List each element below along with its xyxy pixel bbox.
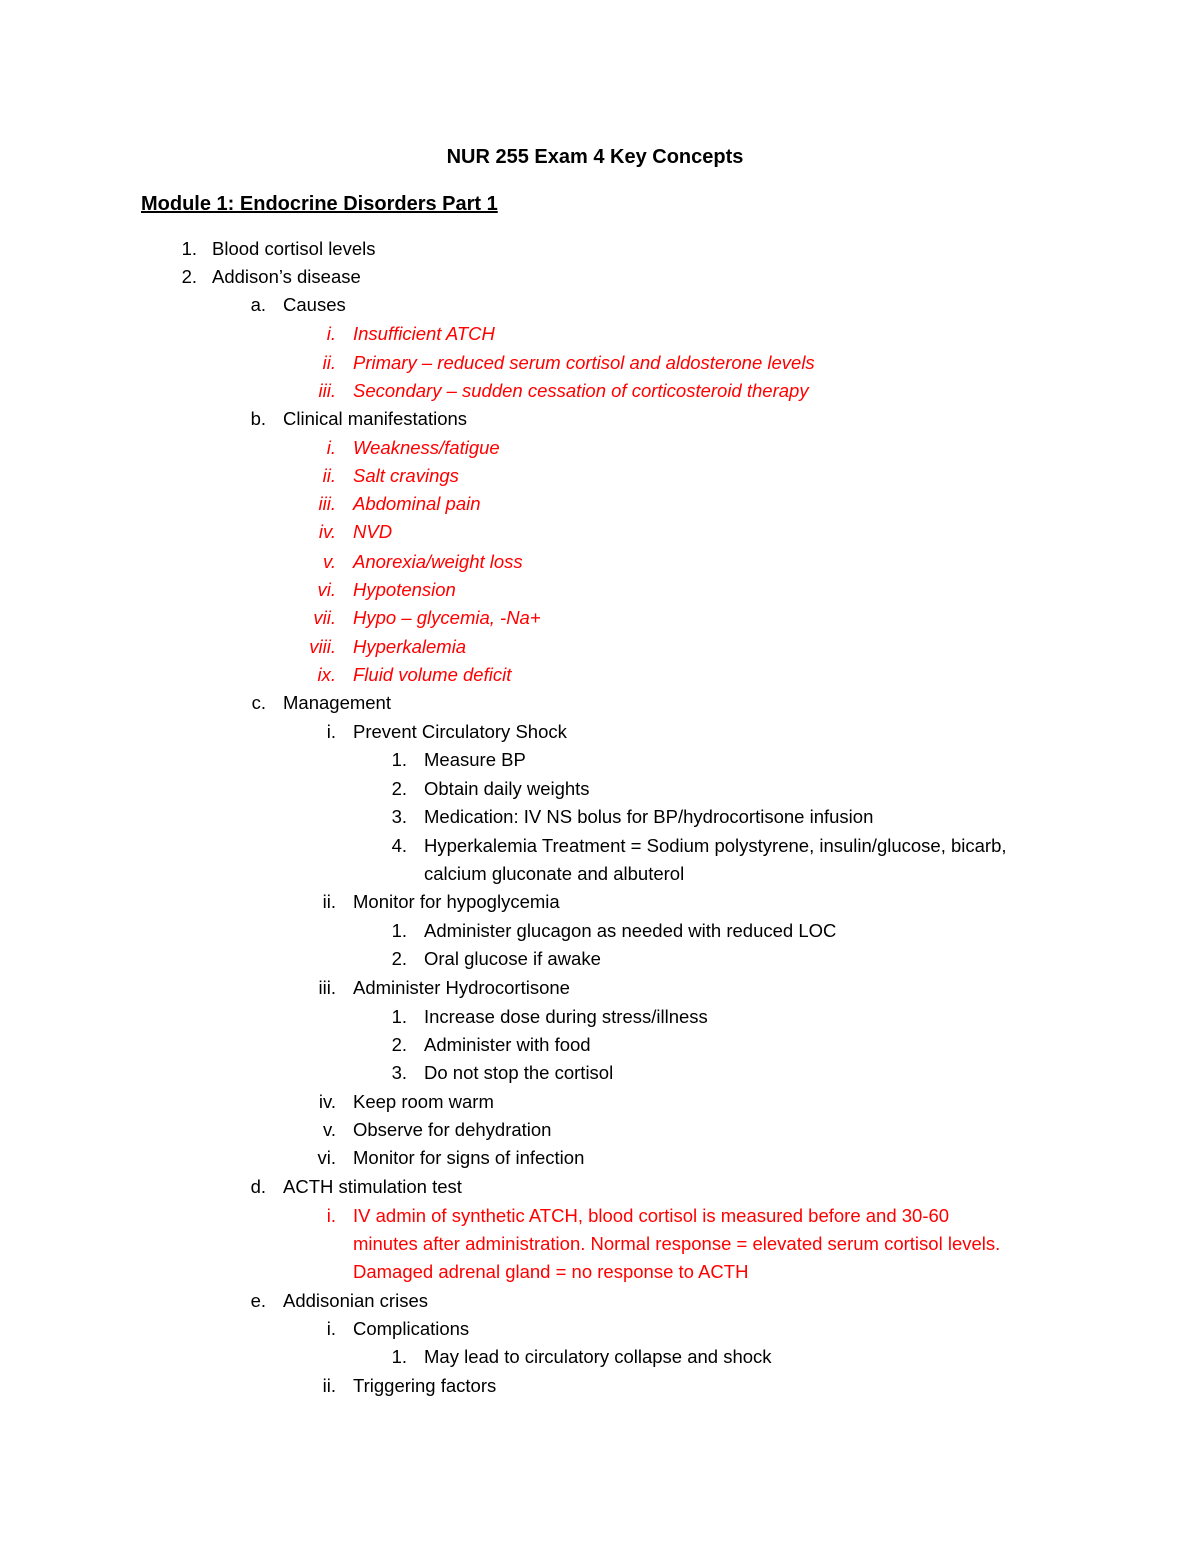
list-marker: 1.	[391, 1346, 407, 1367]
list-text: Administer Hydrocortisone	[353, 977, 570, 998]
list-text: Anorexia/weight loss	[353, 551, 523, 572]
list-marker: e.	[250, 1290, 266, 1311]
document-title: NUR 255 Exam 4 Key Concepts	[446, 146, 744, 168]
list-text: Abdominal pain	[353, 493, 481, 514]
list-text: Salt cravings	[353, 465, 459, 486]
list-text: minutes after administration. Normal response = elevated serum cortisol levels.	[353, 1233, 1001, 1254]
list-marker: 1.	[391, 749, 407, 770]
list-marker: iv.	[318, 1091, 336, 1112]
list-marker: viii.	[309, 636, 336, 657]
list-marker: 2.	[391, 948, 407, 969]
list-text: Primary – reduced serum cortisol and aldosterone levels	[353, 352, 815, 373]
list-text: calcium gluconate and albuterol	[424, 863, 685, 884]
list-marker: ii.	[322, 891, 336, 912]
list-marker: 2.	[391, 1034, 407, 1055]
list-marker: i.	[326, 1318, 336, 1339]
list-marker: d.	[250, 1176, 266, 1197]
list-text: Measure BP	[424, 749, 526, 770]
list-text: Addisonian crises	[283, 1290, 428, 1311]
list-text: Blood cortisol levels	[212, 238, 376, 259]
list-text: Management	[283, 692, 391, 713]
list-text: Prevent Circulatory Shock	[353, 721, 567, 742]
list-text: Monitor for hypoglycemia	[353, 891, 560, 912]
list-text: Obtain daily weights	[424, 778, 590, 799]
list-marker: a.	[250, 294, 266, 315]
list-text: Clinical manifestations	[283, 408, 468, 429]
list-marker: ii.	[322, 1375, 336, 1396]
list-text: Complications	[353, 1318, 470, 1339]
list-marker: vi.	[317, 579, 336, 600]
list-text: May lead to circulatory collapse and shock	[424, 1346, 772, 1367]
list-text: Do not stop the cortisol	[424, 1062, 614, 1083]
list-marker: 1.	[181, 238, 197, 259]
list-marker: v.	[322, 551, 336, 572]
list-text: Increase dose during stress/illness	[424, 1006, 708, 1027]
list-text: Monitor for signs of infection	[353, 1147, 585, 1168]
list-marker: 4.	[391, 835, 407, 856]
list-text: Observe for dehydration	[353, 1119, 552, 1140]
list-marker: 2.	[181, 266, 197, 287]
list-marker: i.	[326, 721, 336, 742]
list-marker: i.	[326, 1205, 336, 1226]
list-marker: v.	[322, 1119, 336, 1140]
list-text: NVD	[353, 521, 393, 542]
list-text: ACTH stimulation test	[283, 1176, 462, 1197]
list-text: Hyperkalemia	[353, 636, 467, 657]
list-marker: iv.	[318, 521, 336, 542]
module-heading: Module 1: Endocrine Disorders Part 1	[141, 193, 498, 215]
list-marker: iii.	[318, 380, 336, 401]
list-marker: iii.	[318, 977, 336, 998]
list-marker: vi.	[317, 1147, 336, 1168]
list-marker: i.	[326, 437, 336, 458]
list-marker: ii.	[322, 352, 336, 373]
list-marker: ix.	[317, 664, 336, 685]
list-marker: 1.	[391, 920, 407, 941]
list-marker: c.	[251, 692, 266, 713]
list-text: Causes	[283, 294, 346, 315]
list-text: Triggering factors	[353, 1375, 497, 1396]
list-text: Secondary – sudden cessation of corticosteroid therapy	[353, 380, 809, 401]
list-text: Keep room warm	[353, 1091, 494, 1112]
list-marker: b.	[250, 408, 266, 429]
list-marker: 3.	[391, 1062, 407, 1083]
list-marker: vii.	[313, 607, 336, 628]
list-text: Administer with food	[424, 1034, 591, 1055]
list-text: Hypo – glycemia, -Na+	[353, 607, 541, 628]
list-text: Oral glucose if awake	[424, 948, 601, 969]
list-text: Damaged adrenal gland = no response to ACTH	[353, 1261, 749, 1282]
list-marker: ii.	[322, 465, 336, 486]
list-marker: 2.	[391, 778, 407, 799]
list-text: Weakness/fatigue	[353, 437, 500, 458]
list-text: Hypotension	[353, 579, 456, 600]
list-marker: 3.	[391, 806, 407, 827]
list-marker: 1.	[391, 1006, 407, 1027]
list-text: Insufficient ATCH	[353, 323, 495, 344]
list-text: Hyperkalemia Treatment = Sodium polystyrene, insulin/glucose, bicarb,	[424, 835, 1007, 856]
list-text: Fluid volume deficit	[353, 664, 512, 685]
list-marker: i.	[326, 323, 336, 344]
list-text: Administer glucagon as needed with reduced LOC	[424, 920, 837, 941]
list-text: Medication: IV NS bolus for BP/hydrocortisone infusion	[424, 806, 874, 827]
list-marker: iii.	[318, 493, 336, 514]
list-text: Addison’s disease	[212, 266, 361, 287]
list-text: IV admin of synthetic ATCH, blood cortisol is measured before and 30-60	[353, 1205, 950, 1226]
